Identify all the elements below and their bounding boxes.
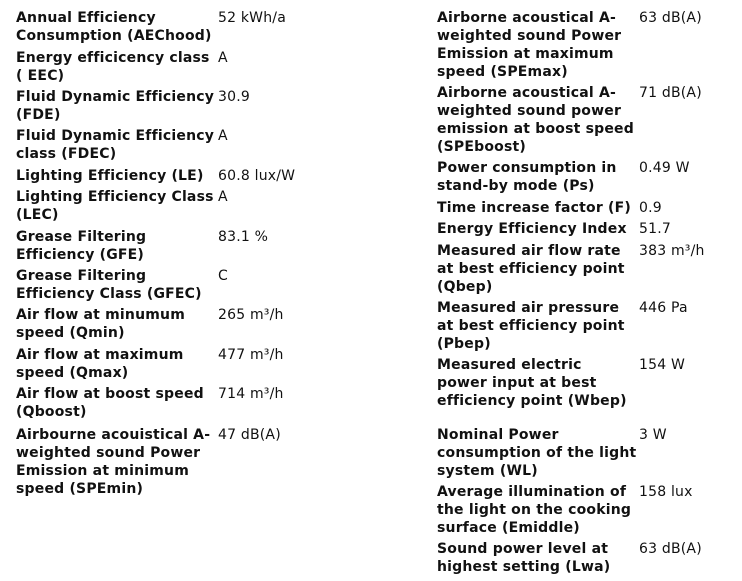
spec-value: 83.1 % <box>218 229 269 245</box>
spec-value: 714 m³/h <box>218 386 284 402</box>
spec-label: Airbourne acouistical A- weighted sound Power Emission at minimum speed (SPEmin) <box>16 427 211 497</box>
spec-value: 47 dB(A) <box>218 427 281 443</box>
spec-label: Average illumination of the light on the cooking surface (Emiddle) <box>437 484 632 536</box>
spec-label: Sound power level at highest setting (Lwa) <box>437 541 611 575</box>
spec-label: Annual Efficiency Consumption (AEChood) <box>16 10 212 44</box>
spec-value: 3 W <box>639 427 667 443</box>
spec-value: A <box>218 189 228 205</box>
spec-label: Airborne acoustical A- weighted sound power emission at boost speed (SPEboost) <box>437 85 634 155</box>
spec-label: Time increase factor (F) <box>437 200 632 216</box>
spec-value: 446 Pa <box>639 300 688 316</box>
spec-label: Fluid Dynamic Efficiency class (FDEC) <box>16 128 215 162</box>
spec-label: Measured air pressure at best efficiency point (Pbep) <box>437 300 625 352</box>
spec-value: A <box>218 128 228 144</box>
spec-label: Lighting Efficiency (LE) <box>16 168 204 184</box>
spec-value: 60.8 lux/W <box>218 168 296 184</box>
spec-value: 30.9 <box>218 89 250 105</box>
spec-label: Air flow at maximum speed (Qmax) <box>16 347 184 381</box>
spec-label: Energy efficicency class ( EEC) <box>16 50 210 84</box>
spec-value: 477 m³/h <box>218 347 284 363</box>
spec-value: 0.49 W <box>639 160 690 176</box>
spec-label: Air flow at minumum speed (Qmin) <box>16 307 186 341</box>
spec-value: 63 dB(A) <box>639 10 702 26</box>
spec-value: 52 kWh/a <box>218 10 286 26</box>
spec-value: 63 dB(A) <box>639 541 702 557</box>
spec-label: Measured electric power input at best efficiency point (Wbep) <box>437 357 627 409</box>
spec-value: 0.9 <box>639 200 662 216</box>
spec-label: Power consumption in stand-by mode (Ps) <box>437 160 617 194</box>
spec-value: C <box>218 268 228 284</box>
spec-value: 51.7 <box>639 221 671 237</box>
spec-value: 71 dB(A) <box>639 85 702 101</box>
spec-label: Airborne acoustical A- weighted sound Power Emission at maximum speed (SPEmax) <box>437 10 622 80</box>
spec-label: Nominal Power consumption of the light system (WL) <box>437 427 637 479</box>
spec-value: 158 lux <box>639 484 693 500</box>
spec-value: 383 m³/h <box>639 243 705 259</box>
spec-label: Fluid Dynamic Efficiency (FDE) <box>16 89 215 123</box>
spec-label: Grease Filtering Efficiency (GFE) <box>16 229 147 263</box>
spec-label: Air flow at boost speed (Qboost) <box>16 386 204 420</box>
spec-value: A <box>218 50 228 66</box>
spec-value: 265 m³/h <box>218 307 284 323</box>
spec-value: 154 W <box>639 357 686 373</box>
spec-label: Measured air flow rate at best efficiency point (Qbep) <box>437 243 625 295</box>
spec-label: Grease Filtering Efficiency Class (GFEC) <box>16 268 202 302</box>
spec-label: Lighting Efficiency Class (LEC) <box>16 189 214 223</box>
spec-label: Energy Efficiency Index <box>437 221 627 237</box>
